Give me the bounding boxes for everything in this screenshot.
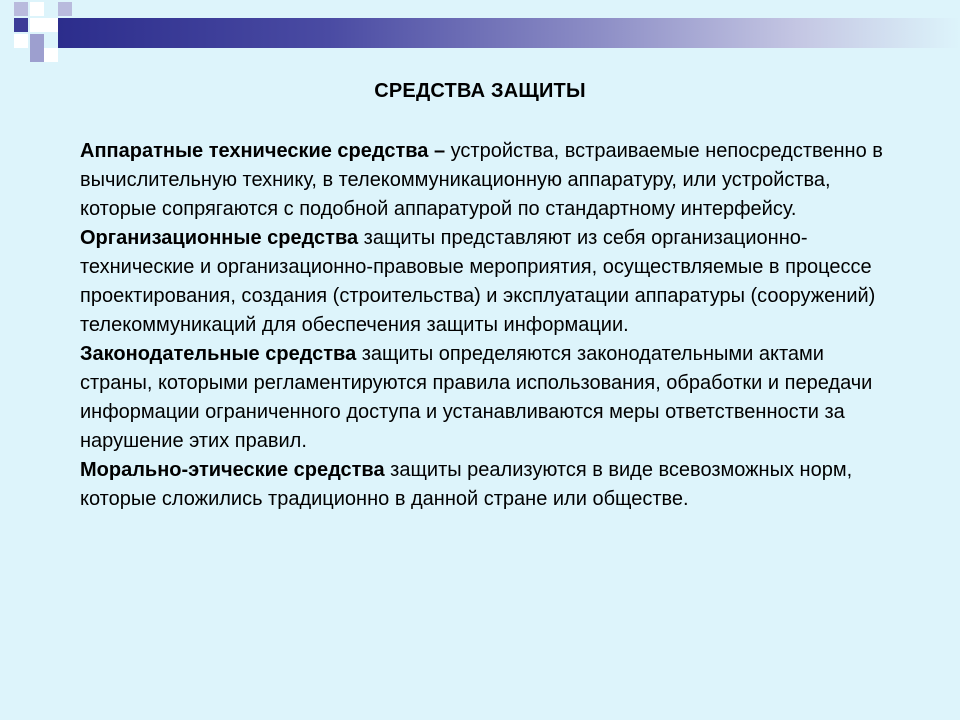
slide-title: СРЕДСТВА ЗАЩИТЫ <box>374 80 586 102</box>
decor-square <box>58 2 72 16</box>
decor-square <box>44 48 58 62</box>
decor-square <box>30 34 44 48</box>
slide-body <box>80 137 900 514</box>
decor-square <box>14 18 28 32</box>
paragraph-hardware <box>80 137 900 224</box>
paragraph-organizational <box>80 224 900 340</box>
decor-square <box>14 34 28 48</box>
text-hardware: устройства, встраиваемые непосредственно в вычислительную технику, в телекоммуникационную аппаратуру, или устройства, которые сопрягаются с подобной аппаратурой по стандартному интерфейсу. <box>80 140 883 220</box>
decor-square <box>30 2 44 16</box>
paragraph-legislative <box>80 340 900 456</box>
text-ethical: защиты реализуются в виде всевозможных норм, которые сложились традиционно в данной стране или обществе. <box>80 459 853 510</box>
decor-square <box>30 48 44 62</box>
term-legislative: Законодательные средства <box>80 343 357 365</box>
text-legislative: защиты определяются законодательными актами страны, которыми регламентируются правила использования, обработки и передачи информации ограниченного доступа и устанавливаются меры ответственности за нарушение этих правил. <box>80 343 873 452</box>
decor-square <box>30 18 44 32</box>
decor-square <box>44 18 58 32</box>
term-ethical: Морально-этические средства <box>80 459 385 481</box>
paragraph-ethical <box>80 456 900 514</box>
header-gradient-bar <box>58 18 960 48</box>
decor-square <box>14 2 28 16</box>
term-organizational: Организационные средства <box>80 227 359 249</box>
term-hardware: Аппаратные технические средства – <box>80 140 446 162</box>
text-organizational: защиты представляют из себя организационно-технические и организационно-правовые мероприятия, осуществляемые в процессе проектирования, создания (строительства) и эксплуатации аппаратуры (сооружений) телекоммуникаций для обеспечения защиты информации. <box>80 227 876 336</box>
